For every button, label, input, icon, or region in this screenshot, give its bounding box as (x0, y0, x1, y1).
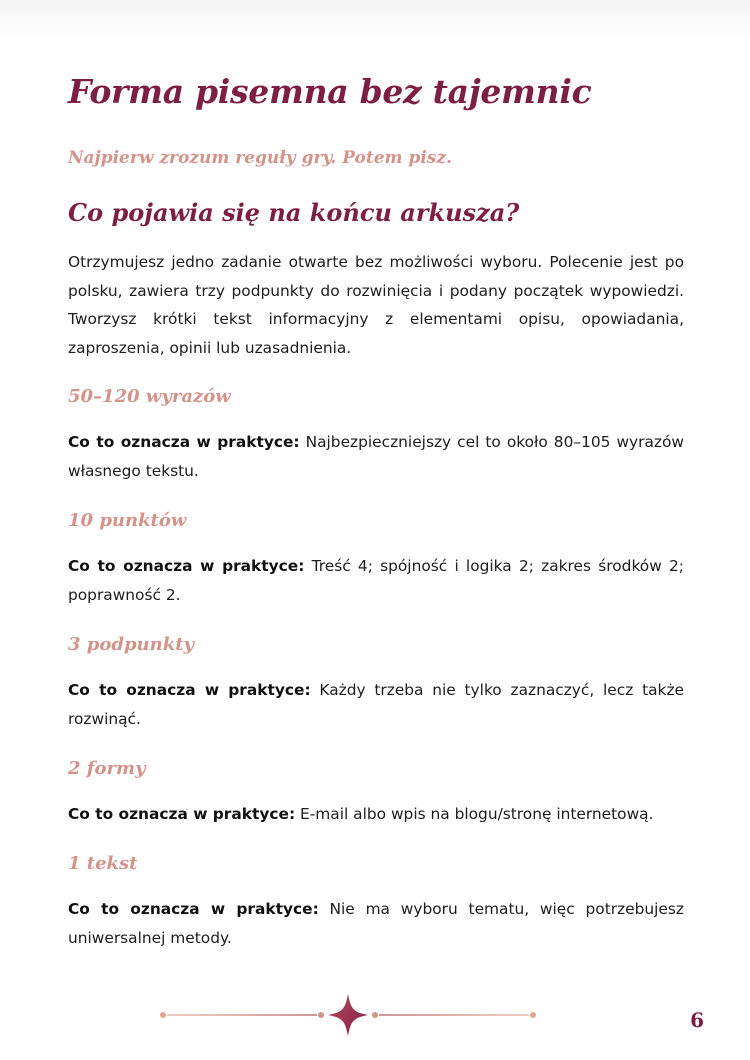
info-item-text (68, 895, 684, 953)
info-item-label: Co to oznacza w praktyce: (68, 681, 311, 699)
info-item (68, 851, 684, 953)
info-item-heading: 3 podpunkty (68, 634, 194, 655)
info-item-body: Najbezpieczniejszy cel to około 80–105 wyrazów własnego tekstu. (68, 433, 684, 480)
info-item-text (68, 552, 684, 610)
info-item-body: Treść 4; spójność i logika 2; zakres środków 2; poprawność 2. (68, 557, 684, 604)
page-top-shade (0, 0, 750, 40)
info-item-label: Co to oznacza w praktyce: (68, 433, 300, 451)
info-item-heading: 2 formy (68, 758, 146, 779)
info-item-body: E-mail albo wpis na blogu/stronę internetową. (300, 805, 654, 823)
info-item (68, 632, 684, 734)
info-item-text (68, 428, 684, 486)
info-item-body: Nie ma wyboru tematu, więc potrzebujesz uniwersalnej metody. (68, 900, 684, 947)
info-item-heading: 1 tekst (68, 853, 138, 874)
page-subtitle: Najpierw zrozum reguły gry. Potem pisz. (68, 148, 452, 168)
info-item-label: Co to oznacza w praktyce: (68, 900, 319, 918)
info-item-label: Co to oznacza w praktyce: (68, 805, 296, 823)
info-item-heading: 50–120 wyrazów (68, 386, 231, 407)
info-item-text (68, 800, 684, 829)
info-item (68, 384, 684, 486)
four-point-star-divider-icon (155, 992, 545, 1038)
info-item-text (68, 676, 684, 734)
section-intro: Otrzymujesz jedno zadanie otwarte bez możliwości wyboru. Polecenie jest po polsku, zawiera trzy podpunkty do rozwinięcia i podany początek wypowiedzi. Tworzysz krótki tekst informacyjny z elementami opisu, opowiadania, zaproszenia, opinii lub uzasadnienia. (68, 253, 684, 357)
info-item-label: Co to oznacza w praktyce: (68, 557, 305, 575)
info-item (68, 756, 684, 829)
info-item (68, 508, 684, 610)
info-item-body: Każdy trzeba nie tylko zaznaczyć, lecz także rozwinąć. (68, 681, 685, 728)
section-heading: Co pojawia się na końcu arkusza? (68, 198, 520, 227)
page-title: Forma pisemna bez tajemnic (68, 72, 592, 111)
page-content (68, 68, 684, 953)
info-item-heading: 10 punktów (68, 510, 187, 531)
page-number: 6 (690, 1008, 704, 1032)
